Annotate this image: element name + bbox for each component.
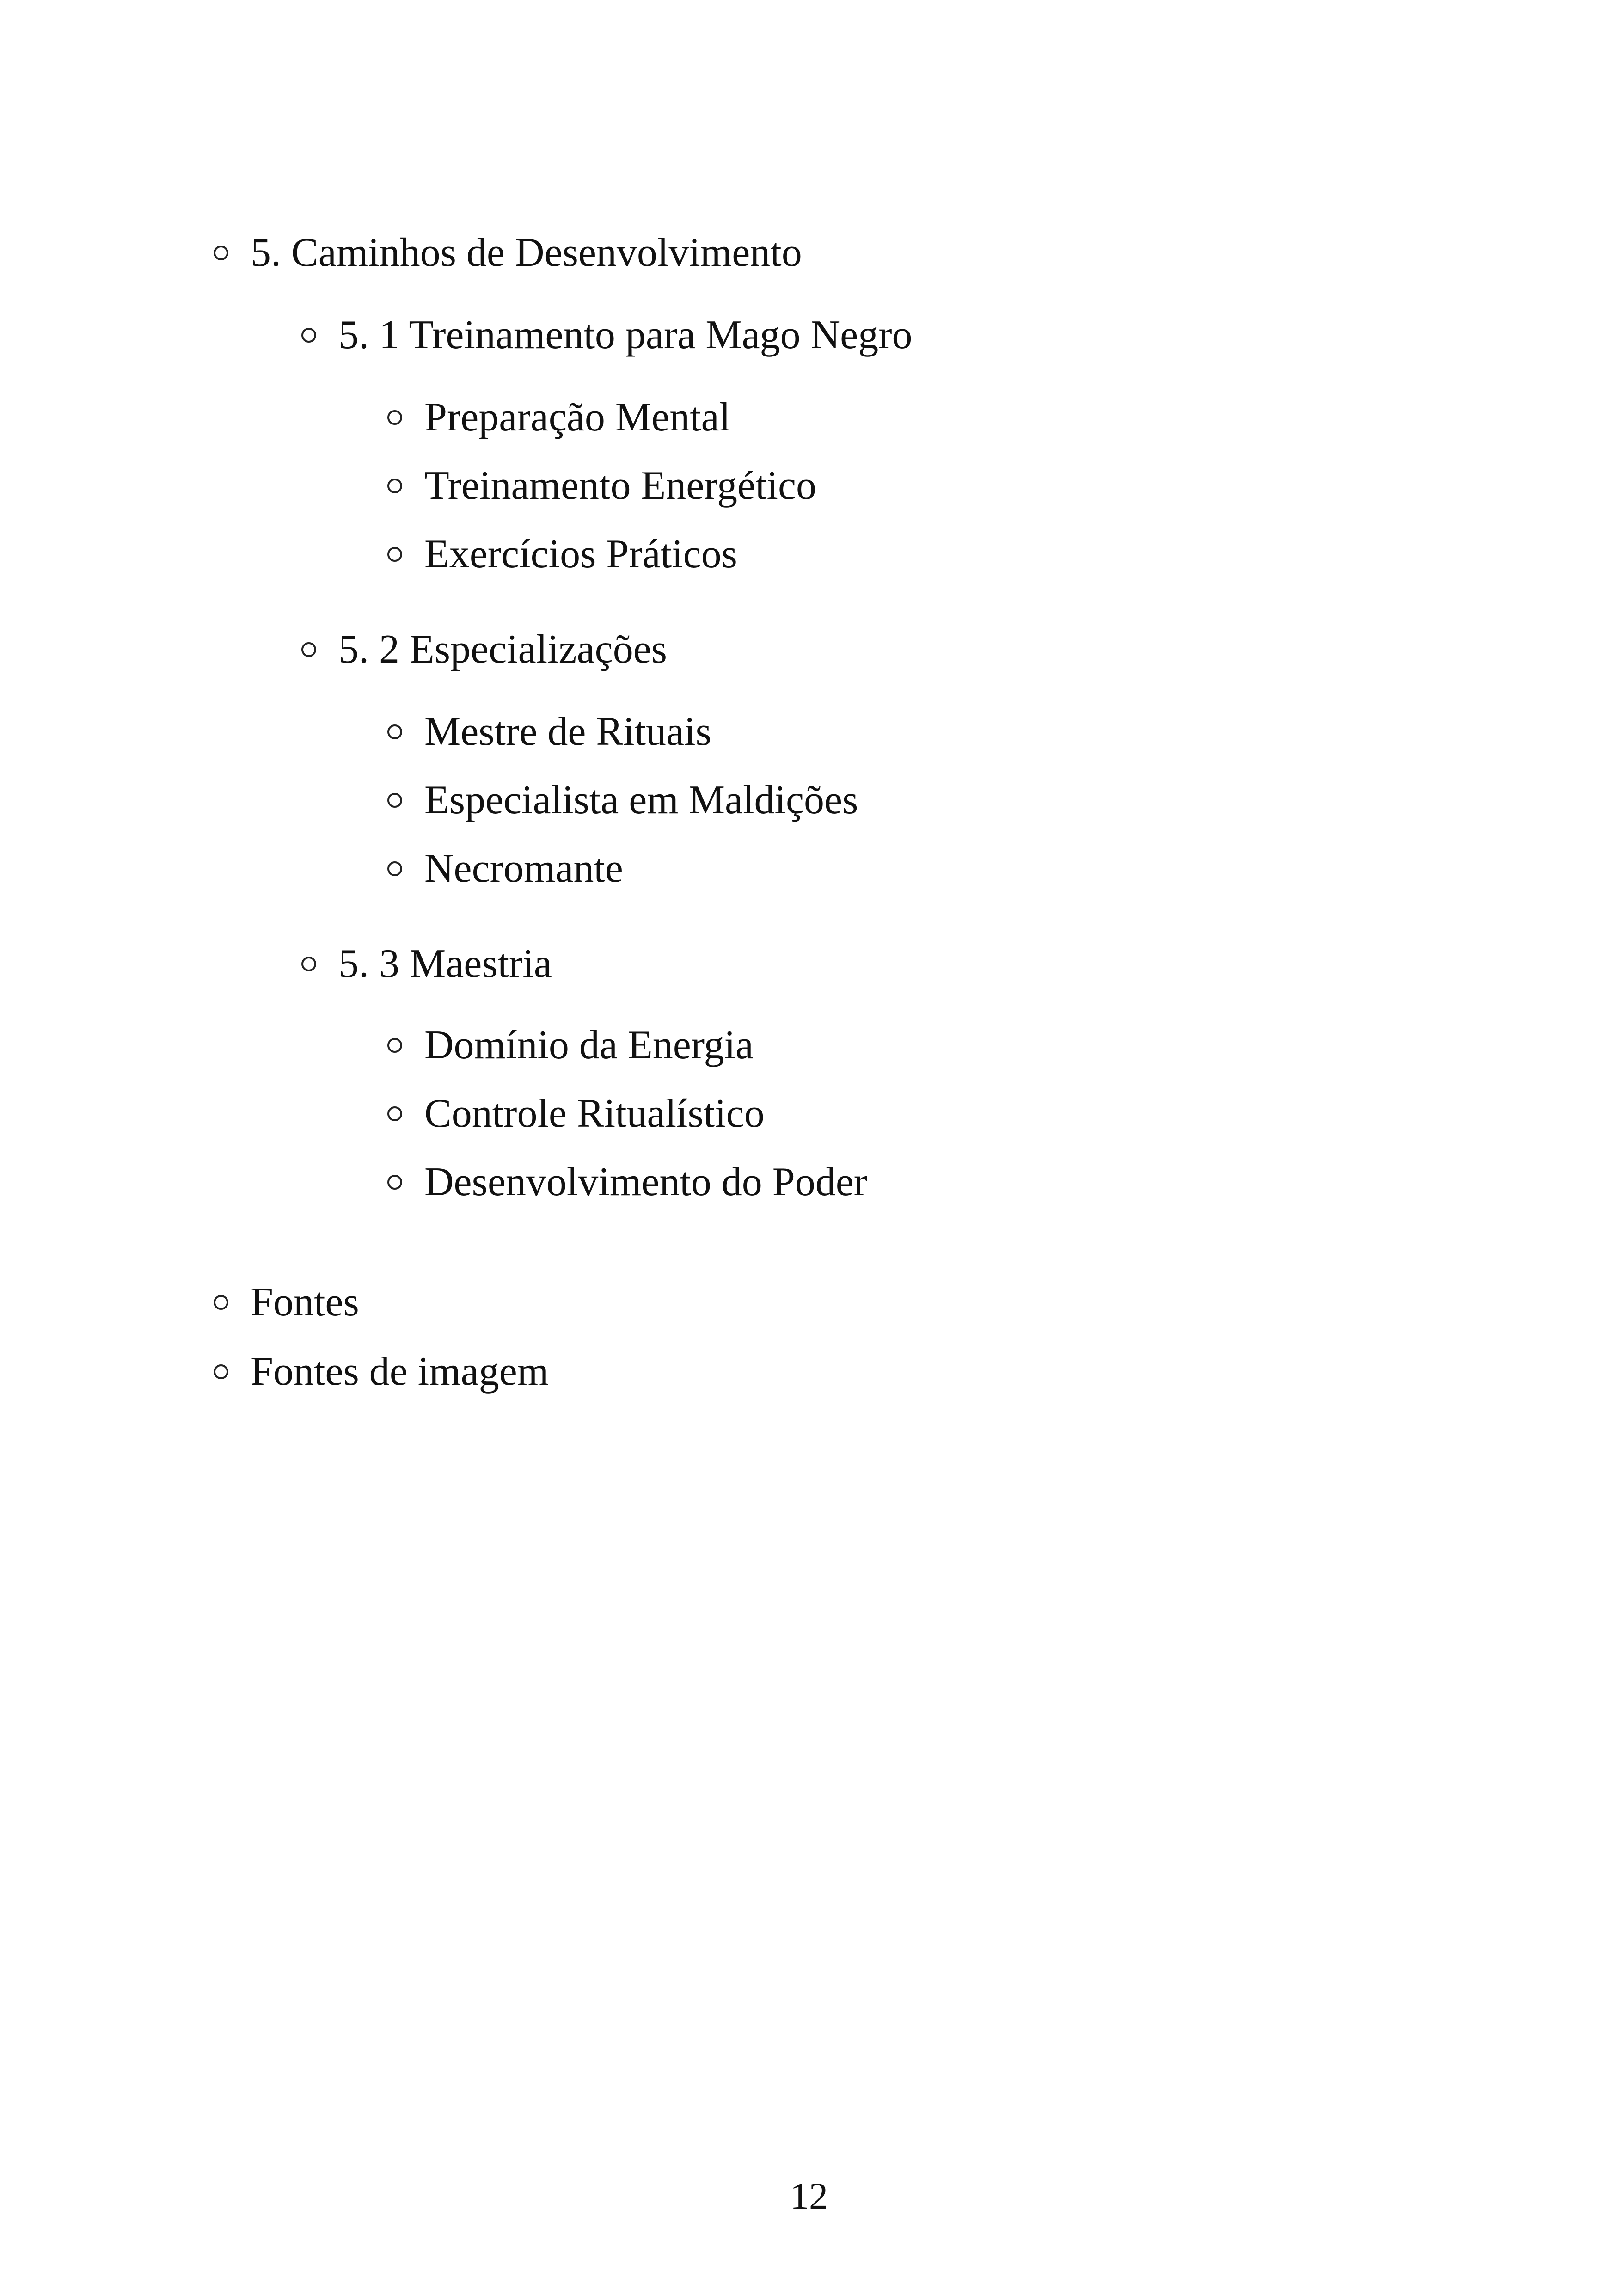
toc-entry-label: Necromante [424, 846, 623, 891]
toc-entry-maestria[interactable] [301, 939, 552, 989]
toc-entry-necromante[interactable] [387, 843, 623, 894]
circle-bullet-icon [387, 724, 402, 739]
toc-entry-label: Domínio da Energia [424, 1023, 754, 1068]
toc-entry-exercicios-praticos[interactable] [387, 529, 737, 580]
toc-entry-treinamento-mago[interactable] [301, 310, 913, 361]
toc-entry-label: 5. Caminhos de Desenvolvimento [251, 230, 802, 275]
circle-bullet-icon [387, 479, 402, 493]
toc-entry-label: Fontes [251, 1280, 359, 1325]
toc-entry-fontes[interactable] [214, 1277, 359, 1328]
circle-bullet-icon [387, 547, 402, 562]
toc-entry-label: Treinamento Energético [424, 463, 817, 508]
circle-bullet-icon [214, 1364, 228, 1379]
toc-entry-label: Preparação Mental [424, 395, 731, 440]
circle-bullet-icon [387, 410, 402, 425]
toc-entry-especialista-maldicoes[interactable] [387, 775, 858, 826]
circle-bullet-icon [301, 957, 316, 971]
toc-entry-label: 5. 3 Maestria [338, 941, 552, 986]
circle-bullet-icon [301, 328, 316, 343]
toc-entry-label: 5. 2 Especializações [338, 627, 668, 672]
toc-entry-label: Controle Ritualístico [424, 1091, 765, 1136]
toc-entry-label: Desenvolvimento do Poder [424, 1160, 868, 1204]
toc-entry-fontes-imagem[interactable] [214, 1346, 549, 1397]
toc-entry-especializacoes[interactable] [301, 624, 667, 675]
circle-bullet-icon [387, 1038, 402, 1053]
circle-bullet-icon [214, 1295, 228, 1310]
circle-bullet-icon [214, 246, 228, 260]
circle-bullet-icon [387, 861, 402, 876]
page-number: 12 [790, 2175, 828, 2217]
toc-entry-label: Exercícios Práticos [424, 532, 737, 577]
circle-bullet-icon [387, 1106, 402, 1121]
circle-bullet-icon [387, 1175, 402, 1190]
toc-entry-label: Mestre de Rituais [424, 709, 711, 754]
toc-entry-mestre-rituais[interactable] [387, 706, 711, 757]
toc-entry-label: Especialista em Maldições [424, 778, 858, 823]
toc-entry-desenvolvimento-poder[interactable] [387, 1157, 867, 1208]
toc-entry-treinamento-energetico[interactable] [387, 460, 816, 511]
toc-entry-label: Fontes de imagem [251, 1349, 549, 1394]
toc-entry-controle-ritualistico[interactable] [387, 1088, 765, 1139]
circle-bullet-icon [387, 793, 402, 808]
circle-bullet-icon [301, 642, 316, 657]
toc-entry-label: 5. 1 Treinamento para Mago Negro [338, 313, 913, 357]
toc-entry-caminhos[interactable] [214, 227, 802, 278]
toc-entry-preparacao-mental[interactable] [387, 392, 730, 443]
toc-entry-dominio-energia[interactable] [387, 1020, 754, 1071]
